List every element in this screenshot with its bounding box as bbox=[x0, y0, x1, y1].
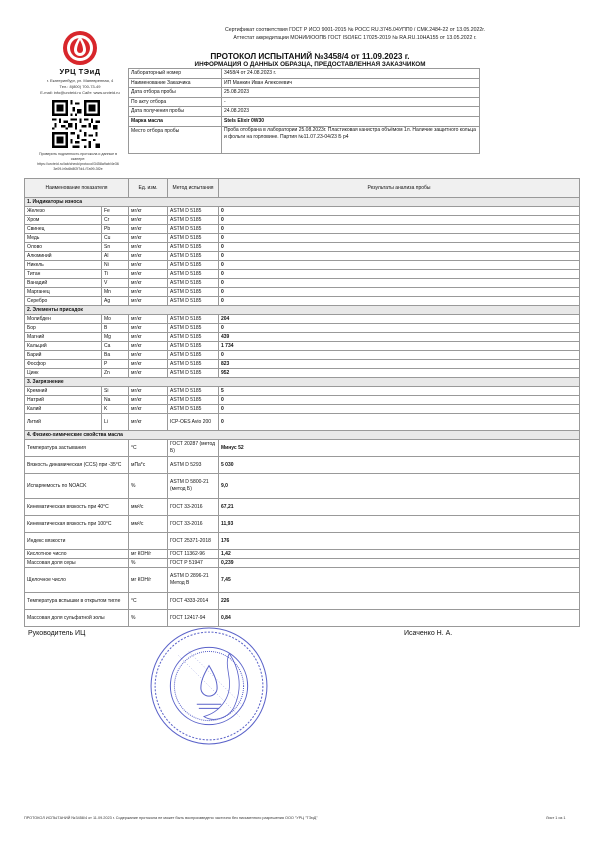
table-row bbox=[25, 568, 580, 593]
indicator-method: ASTM D 2896-21 Метод B bbox=[168, 568, 219, 593]
indicator-unit: мг/кг bbox=[129, 261, 168, 270]
table-row bbox=[25, 252, 580, 261]
indicator-symbol: Pb bbox=[102, 225, 129, 234]
indicator-name: Алюминий bbox=[25, 252, 102, 261]
indicator-unit: мм²/с bbox=[129, 499, 168, 516]
indicator-symbol: P bbox=[102, 360, 129, 369]
table-row bbox=[25, 610, 580, 627]
indicator-result: 204 bbox=[219, 315, 580, 324]
indicator-name: Индекс вязкости bbox=[25, 533, 129, 550]
protocol-title: ПРОТОКОЛ ИСПЫТАНИЙ №3458/4 от 11.09.2023 г. bbox=[210, 52, 410, 61]
indicator-name: Литий bbox=[25, 414, 102, 431]
indicator-result: 0 bbox=[219, 279, 580, 288]
indicator-name: Бор bbox=[25, 324, 102, 333]
indicator-name: Свинец bbox=[25, 225, 102, 234]
info-row bbox=[129, 69, 480, 79]
col-header-method: Метод испытания bbox=[168, 179, 219, 198]
indicator-symbol: Ca bbox=[102, 342, 129, 351]
info-row bbox=[129, 97, 480, 107]
indicator-name: Температура вспышки в открытом тигле bbox=[25, 593, 129, 610]
indicator-symbol: Mo bbox=[102, 315, 129, 324]
indicator-symbol: Sn bbox=[102, 243, 129, 252]
indicator-method: ASTM D 5185 bbox=[168, 216, 219, 225]
indicator-unit: мг/кг bbox=[129, 243, 168, 252]
section-title: 4. Физико-химические свойства масла bbox=[25, 431, 580, 440]
indicator-symbol: Zn bbox=[102, 369, 129, 378]
indicator-result: 176 bbox=[219, 533, 580, 550]
indicator-unit: мг/кг bbox=[129, 324, 168, 333]
indicator-symbol: B bbox=[102, 324, 129, 333]
indicator-unit: мг КОН/г bbox=[129, 568, 168, 593]
indicator-unit bbox=[129, 533, 168, 550]
indicator-name: Никель bbox=[25, 261, 102, 270]
indicator-result: 0,84 bbox=[219, 610, 580, 627]
indicator-symbol: Ba bbox=[102, 351, 129, 360]
brand-name: УРЦ ТЭиД bbox=[59, 67, 101, 76]
indicator-unit: °С bbox=[129, 593, 168, 610]
section-title: 1. Индикаторы износа bbox=[25, 198, 580, 207]
table-row bbox=[25, 457, 580, 474]
table-row bbox=[25, 414, 580, 431]
info-value: Stels Elixir 0W30 bbox=[222, 116, 480, 126]
web: E-mail: info@urcteid.ru Сайт: www.urcteid.ru bbox=[40, 90, 120, 95]
table-row bbox=[25, 324, 580, 333]
indicator-unit: мг/кг bbox=[129, 414, 168, 431]
protocol-subtitle: ИНФОРМАЦИЯ О ДАННЫХ ОБРАЗЦА, ПРЕДОСТАВЛЕННАЯ ЗАКАЗЧИКОМ bbox=[194, 61, 426, 68]
indicator-result: 0 bbox=[219, 324, 580, 333]
section-row bbox=[25, 306, 580, 315]
table-row bbox=[25, 207, 580, 216]
indicator-method: ГОСТ 11362-96 bbox=[168, 550, 219, 559]
table-row bbox=[25, 351, 580, 360]
indicator-method: ГОСТ Р 51947 bbox=[168, 559, 219, 568]
table-row bbox=[25, 225, 580, 234]
indicator-symbol: Fe bbox=[102, 207, 129, 216]
indicator-method: ASTM D 5185 bbox=[168, 297, 219, 306]
indicator-method: ASTM D 5185 bbox=[168, 270, 219, 279]
indicator-result: 67,21 bbox=[219, 499, 580, 516]
col-header-unit: Ед. изм. bbox=[129, 179, 168, 198]
indicator-symbol: V bbox=[102, 279, 129, 288]
indicator-name: Вязкость динамическая (CCS) при -35°С bbox=[25, 457, 129, 474]
indicator-result: 0 bbox=[219, 288, 580, 297]
indicator-result: 226 bbox=[219, 593, 580, 610]
address: г. Екатеринбург, ул. Маневренная, 4 bbox=[46, 78, 114, 83]
indicator-name: Температура застывания bbox=[25, 440, 129, 457]
info-value: 3458/4 от 24.08.2023 г. bbox=[222, 69, 480, 79]
indicator-symbol: K bbox=[102, 405, 129, 414]
indicator-unit: мг/кг bbox=[129, 288, 168, 297]
col-header-name: Наименование показателя bbox=[25, 179, 129, 198]
indicator-method: ASTM D 5185 bbox=[168, 351, 219, 360]
col-header-result: Результаты анализа пробы bbox=[219, 179, 580, 198]
info-key: По акту отбора bbox=[129, 97, 222, 107]
sample-info-table bbox=[128, 68, 480, 154]
indicator-unit: мг/кг bbox=[129, 396, 168, 405]
indicator-method: ASTM D 5185 bbox=[168, 207, 219, 216]
table-row bbox=[25, 516, 580, 533]
indicator-unit: мг/кг bbox=[129, 207, 168, 216]
signature-name: Исаченко Н. А. bbox=[404, 630, 453, 637]
indicator-unit: мг/кг bbox=[129, 252, 168, 261]
section-row bbox=[25, 431, 580, 440]
indicator-method: ASTM D 5185 bbox=[168, 234, 219, 243]
indicator-result: 7,45 bbox=[219, 568, 580, 593]
indicator-result: 0 bbox=[219, 405, 580, 414]
qr-caption-line: Проверить подлинность протокола и данные в bbox=[39, 152, 117, 156]
indicator-symbol: Al bbox=[102, 252, 129, 261]
indicator-unit: мм²/с bbox=[129, 516, 168, 533]
indicator-result: 1 734 bbox=[219, 342, 580, 351]
indicator-unit: мг/кг bbox=[129, 360, 168, 369]
lab-stamp-icon bbox=[148, 625, 270, 747]
indicator-method: ASTM D 5185 bbox=[168, 387, 219, 396]
indicator-result: 5 030 bbox=[219, 457, 580, 474]
info-key: Марка масла bbox=[129, 116, 222, 126]
table-row bbox=[25, 405, 580, 414]
info-value: 25.08.2023 bbox=[222, 88, 480, 98]
indicator-result: 0 bbox=[219, 261, 580, 270]
indicator-method: ASTM D 5185 bbox=[168, 279, 219, 288]
table-row bbox=[25, 550, 580, 559]
indicator-method: ASTM D 5185 bbox=[168, 333, 219, 342]
indicator-result: 439 bbox=[219, 333, 580, 342]
contacts bbox=[24, 78, 136, 96]
indicator-result: 1,42 bbox=[219, 550, 580, 559]
indicator-unit: мг/кг bbox=[129, 225, 168, 234]
table-row bbox=[25, 474, 580, 499]
info-row bbox=[129, 78, 480, 88]
info-row bbox=[129, 88, 480, 98]
indicator-symbol: Li bbox=[102, 414, 129, 431]
qr-caption-line: сканере: bbox=[70, 157, 86, 161]
qr-code-icon[interactable] bbox=[52, 100, 100, 148]
indicator-result: 0,239 bbox=[219, 559, 580, 568]
indicator-unit: мПа*с bbox=[129, 457, 168, 474]
table-row bbox=[25, 297, 580, 306]
indicator-unit: мг/кг bbox=[129, 405, 168, 414]
table-row bbox=[25, 369, 580, 378]
indicator-unit: мг/кг bbox=[129, 315, 168, 324]
indicator-name: Кинематическая вязкость при 40°С bbox=[25, 499, 129, 516]
indicator-symbol: Mg bbox=[102, 333, 129, 342]
info-key: Лабораторный номер bbox=[129, 69, 222, 79]
indicator-unit: °С bbox=[129, 440, 168, 457]
indicator-name: Ванадий bbox=[25, 279, 102, 288]
indicator-unit: мг/кг bbox=[129, 387, 168, 396]
indicator-name: Массовая доля сульфатной золы bbox=[25, 610, 129, 627]
indicator-result: 0 bbox=[219, 351, 580, 360]
indicator-name: Молибден bbox=[25, 315, 102, 324]
info-key: Дата отбора пробы bbox=[129, 88, 222, 98]
indicator-name: Цинк bbox=[25, 369, 102, 378]
indicator-symbol: Ag bbox=[102, 297, 129, 306]
table-row bbox=[25, 559, 580, 568]
indicator-method: ГОСТ 20287 (метод Б) bbox=[168, 440, 219, 457]
indicator-method: ASTM D 5800-21 (метод Б) bbox=[168, 474, 219, 499]
section-title: 2. Элементы присадок bbox=[25, 306, 580, 315]
indicator-result: 0 bbox=[219, 414, 580, 431]
table-row bbox=[25, 593, 580, 610]
indicator-result: 823 bbox=[219, 360, 580, 369]
indicator-name: Массовая доля серы bbox=[25, 559, 129, 568]
indicator-symbol: Mn bbox=[102, 288, 129, 297]
indicator-method: ASTM D 5185 bbox=[168, 342, 219, 351]
indicator-method: ГОСТ 12417-94 bbox=[168, 610, 219, 627]
indicator-result: 0 bbox=[219, 396, 580, 405]
info-key: Место отбора пробы bbox=[129, 126, 222, 153]
indicator-unit: мг КОН/г bbox=[129, 550, 168, 559]
indicator-unit: мг/кг bbox=[129, 234, 168, 243]
indicator-unit: мг/кг bbox=[129, 297, 168, 306]
table-row bbox=[25, 270, 580, 279]
indicator-name: Магний bbox=[25, 333, 102, 342]
info-value: 24.08.2023 bbox=[222, 107, 480, 117]
indicator-result: 9,0 bbox=[219, 474, 580, 499]
indicator-method: ASTM D 5185 bbox=[168, 315, 219, 324]
indicator-symbol: Si bbox=[102, 387, 129, 396]
indicator-result: Минус 52 bbox=[219, 440, 580, 457]
table-row bbox=[25, 387, 580, 396]
qr-caption-line: 3e09-b9c6b8f2f7d4-f7a99-3f2e bbox=[53, 167, 103, 171]
table-header-row bbox=[25, 179, 580, 198]
indicator-method: ASTM D 5185 bbox=[168, 288, 219, 297]
indicator-name: Испаряемость по NOACK bbox=[25, 474, 129, 499]
indicator-method: ГОСТ 33-2016 bbox=[168, 516, 219, 533]
indicator-name: Железо bbox=[25, 207, 102, 216]
info-value: Проба отобрана в лаборатории 25.08.2023г. Пластиковая канистра объёмом 1л. Наличие защитного кольца и фольги на горловине. Партия №11.07.23-04/23 Б р4 bbox=[222, 126, 480, 153]
table-row bbox=[25, 342, 580, 351]
indicator-name: Кальций bbox=[25, 342, 102, 351]
indicator-method: ASTM D 5185 bbox=[168, 360, 219, 369]
indicator-result: 0 bbox=[219, 252, 580, 261]
indicator-result: 11,93 bbox=[219, 516, 580, 533]
certificate-line: Сертификат соответствия ГОСТ Р ИСО 9001-2015 № РОСС RU.3745.04УПП0 / СМК.2484-22 от 13.05.2022г. bbox=[225, 27, 485, 33]
signature-title: Руководитель ИЦ bbox=[28, 630, 86, 637]
info-row bbox=[129, 126, 480, 153]
accreditation-line: Аттестат аккредитации МОНИИ/ООПБ ГОСТ ISO/IEC 17025-2019 № RA.RU.10НА155 от 13.05.2022 г. bbox=[233, 35, 477, 41]
indicator-unit: % bbox=[129, 559, 168, 568]
indicator-unit: мг/кг bbox=[129, 216, 168, 225]
indicator-method: ГОСТ 33-2016 bbox=[168, 499, 219, 516]
indicator-name: Фосфор bbox=[25, 360, 102, 369]
indicator-name: Титан bbox=[25, 270, 102, 279]
indicator-symbol: Ni bbox=[102, 261, 129, 270]
indicator-method: ASTM D 5185 bbox=[168, 369, 219, 378]
info-row bbox=[129, 116, 480, 126]
table-row bbox=[25, 533, 580, 550]
certificate-info bbox=[130, 26, 580, 42]
table-row bbox=[25, 499, 580, 516]
indicator-name: Олово bbox=[25, 243, 102, 252]
indicator-name: Марганец bbox=[25, 288, 102, 297]
results-table bbox=[24, 178, 580, 627]
indicator-method: ГОСТ 4333-2014 bbox=[168, 593, 219, 610]
indicator-symbol: Cr bbox=[102, 216, 129, 225]
indicator-method: ГОСТ 25371-2018 bbox=[168, 533, 219, 550]
footer-note: ПРОТОКОЛ ИСПЫТАНИЙ №3458/4 от 11.09.2023 г. Содержание протокола не может быть воспроизведено частично без письменного разрешения ООО "УРЦ "ТЭиД" bbox=[24, 816, 318, 820]
indicator-method: ASTM D 5185 bbox=[168, 261, 219, 270]
indicator-result: 0 bbox=[219, 216, 580, 225]
indicator-result: 0 bbox=[219, 225, 580, 234]
indicator-result: 0 bbox=[219, 270, 580, 279]
indicator-name: Хром bbox=[25, 216, 102, 225]
table-row bbox=[25, 234, 580, 243]
indicator-result: 5 bbox=[219, 387, 580, 396]
indicator-name: Калий bbox=[25, 405, 102, 414]
info-key: Наименование Заказчика bbox=[129, 78, 222, 88]
table-row bbox=[25, 440, 580, 457]
indicator-symbol: Cu bbox=[102, 234, 129, 243]
table-row bbox=[25, 396, 580, 405]
indicator-symbol: Na bbox=[102, 396, 129, 405]
indicator-unit: мг/кг bbox=[129, 270, 168, 279]
indicator-result: 0 bbox=[219, 234, 580, 243]
indicator-name: Барий bbox=[25, 351, 102, 360]
indicator-method: ASTM D 5185 bbox=[168, 405, 219, 414]
logo-emblem-icon bbox=[48, 28, 112, 68]
indicator-unit: мг/кг bbox=[129, 369, 168, 378]
indicator-result: 0 bbox=[219, 207, 580, 216]
indicator-name: Кремний bbox=[25, 387, 102, 396]
section-title: 3. Загрязнение bbox=[25, 378, 580, 387]
table-row bbox=[25, 288, 580, 297]
indicator-name: Щелочное число bbox=[25, 568, 129, 593]
table-row bbox=[25, 261, 580, 270]
info-row bbox=[129, 107, 480, 117]
indicator-method: ASTM D 5185 bbox=[168, 324, 219, 333]
qr-caption bbox=[28, 152, 128, 172]
indicator-unit: % bbox=[129, 474, 168, 499]
table-row bbox=[25, 243, 580, 252]
indicator-method: ASTM D 5185 bbox=[168, 396, 219, 405]
indicator-result: 0 bbox=[219, 243, 580, 252]
table-row bbox=[25, 315, 580, 324]
indicator-unit: мг/кг bbox=[129, 342, 168, 351]
indicator-name: Натрий bbox=[25, 396, 102, 405]
indicator-method: ICP-OES Avio 200 bbox=[168, 414, 219, 431]
indicator-unit: % bbox=[129, 610, 168, 627]
indicator-unit: мг/кг bbox=[129, 333, 168, 342]
indicator-unit: мг/кг bbox=[129, 279, 168, 288]
phone: Тел.: 8(800) 700-73-49 bbox=[59, 84, 101, 89]
indicator-name: Кинематическая вязкость при 100°С bbox=[25, 516, 129, 533]
indicator-result: 0 bbox=[219, 297, 580, 306]
indicator-method: ASTM D 5185 bbox=[168, 243, 219, 252]
table-row bbox=[25, 279, 580, 288]
indicator-method: ASTM D 5185 bbox=[168, 252, 219, 261]
section-row bbox=[25, 378, 580, 387]
qr-caption-link[interactable]: https://urcteid.ru/lab/check/protocol/3458a9ab/4e36 bbox=[37, 162, 119, 166]
indicator-name: Серебро bbox=[25, 297, 102, 306]
table-row bbox=[25, 360, 580, 369]
indicator-name: Медь bbox=[25, 234, 102, 243]
page-number: Лист 1 из 1 bbox=[546, 816, 566, 820]
info-value: ИП Манкин Иван Алексеевич bbox=[222, 78, 480, 88]
table-row bbox=[25, 216, 580, 225]
indicator-unit: мг/кг bbox=[129, 351, 168, 360]
section-row bbox=[25, 198, 580, 207]
indicator-name: Кислотное число bbox=[25, 550, 129, 559]
info-value: - bbox=[222, 97, 480, 107]
indicator-method: ASTM D 5293 bbox=[168, 457, 219, 474]
table-row bbox=[25, 333, 580, 342]
info-key: Дата получения пробы bbox=[129, 107, 222, 117]
indicator-symbol: Ti bbox=[102, 270, 129, 279]
indicator-method: ASTM D 5185 bbox=[168, 225, 219, 234]
indicator-result: 952 bbox=[219, 369, 580, 378]
